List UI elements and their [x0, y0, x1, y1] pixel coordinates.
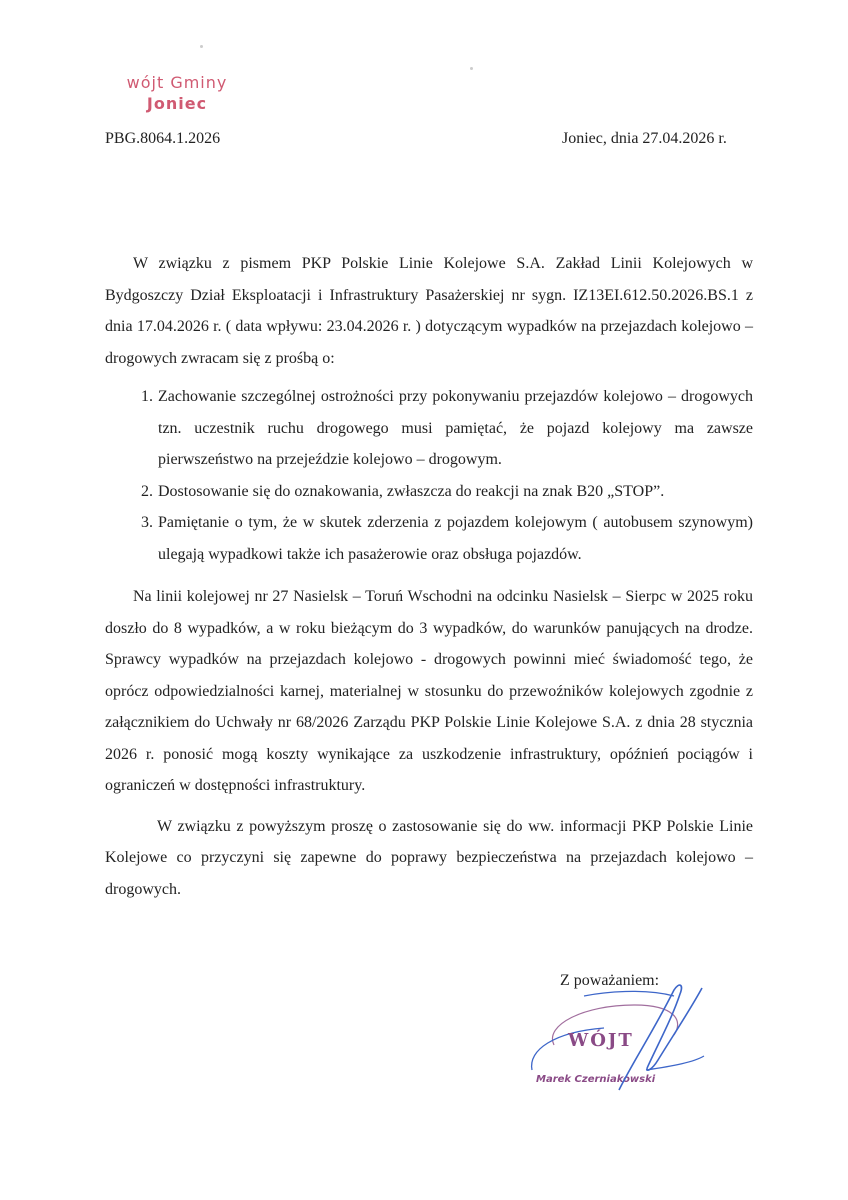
accidents-paragraph: Na linii kolejowej nr 27 Nasielsk – Toruń Wschodni na odcinku Nasielsk – Sierpc w 2025 roku doszło do 8 wypadków, a w roku bieżącym do 3 wypadków, do warunków panujących na drodze. Sprawcy wypadków na przejazdach kolejowo - drogowych powinni mieć świadomość tego, że oprócz odpowiedzialności karnej, materialnej w stosunku do przewoźników kolejowych zgodnie z załącznikiem do Uchwały nr 68/2026 Zarządu PKP Polskie Linie Kolejowe S.A. z dnia 28 stycznia 2026 r. ponosić mogą koszty wynikające za uszkodzenie infrastruktury, opóźnień pociągów i ograniczeń w dostępności infrastruktury. — [105, 588, 753, 794]
closing-paragraph: W związku z powyższym proszę o zastosowanie się do ww. informacji PKP Polskie Linie Kolejowe co przyczyni się zapewne do poprawy bezpieczeństwa na przejazdach kolejowo – drogowych. — [105, 817, 753, 898]
reference-number: PBG.8064.1.2026 — [105, 130, 221, 147]
signature-stamp — [524, 970, 724, 1110]
office-stamp-line1: wójt Gminy — [126, 73, 228, 92]
request-item: 3. Pamiętanie o tym, że w skutek zderzenia z pojazdem kolejowym ( autobusem szynowym) ulegają wypadkowi także ich pasażerowie oraz obsługa pojazdów. — [157, 507, 753, 570]
request-item: 2. Dostosowanie się do oznakowania, zwłaszcza do reakcji na znak B20 „STOP”. — [157, 476, 753, 508]
office-stamp — [102, 73, 252, 113]
letter-body — [105, 248, 753, 905]
signature-stamp-title: WÓJT — [568, 1030, 634, 1051]
place-and-date: Joniec, dnia 27.04.2026 r. — [562, 130, 727, 147]
request-list — [105, 381, 753, 570]
office-stamp-line2: Joniec — [146, 94, 208, 113]
scan-speck — [470, 67, 473, 70]
closing-salutation: Z poważaniem: — [560, 972, 660, 989]
signature-stamp-name: Marek Czerniakowski — [536, 1074, 656, 1085]
intro-paragraph: W związku z pismem PKP Polskie Linie Kolejowe S.A. Zakład Linii Kolejowych w Bydgoszczy Dział Eksploatacji i Infrastruktury Pasażerskiej nr sygn. IZ13EI.612.50.2026.BS.1 z dnia 17.04.2026 r. ( data wpływu: 23.04.2026 r. ) dotyczącym wypadków na przejazdach kolejowo – drogowych zwracam się z prośbą o: — [105, 255, 753, 367]
scan-speck — [200, 45, 203, 48]
request-item: 1. Zachowanie szczególnej ostrożności przy pokonywaniu przejazdów kolejowo – drogowych tzn. uczestnik ruchu drogowego musi pamiętać, że pojazd kolejowy ma zawsze pierwszeństwo na przejeździe kolejowo – drogowym. — [157, 381, 753, 476]
